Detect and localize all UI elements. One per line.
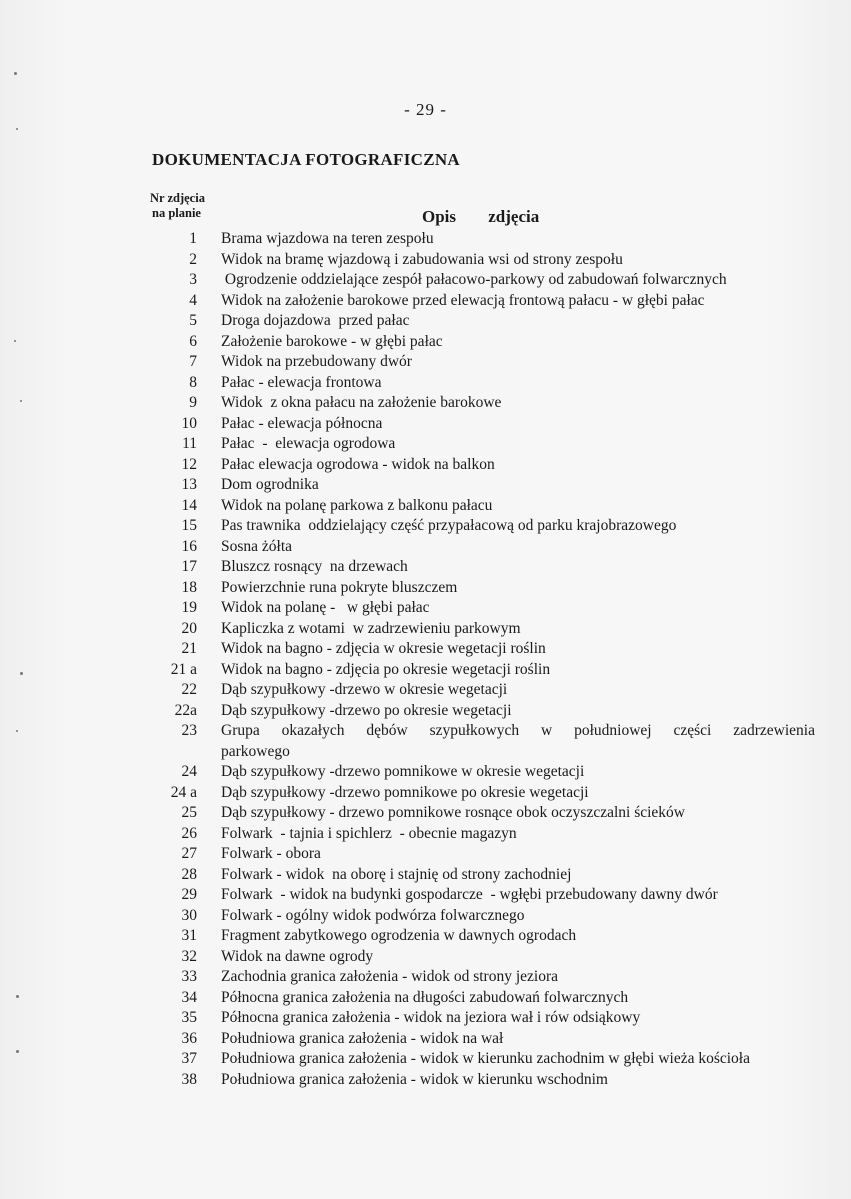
photo-number: 5 [189, 312, 197, 329]
photo-description: Pałac - elewacja północna [221, 414, 383, 432]
scan-speck [16, 730, 18, 732]
photo-description: Północna granica założenia na długości zabudowań folwarcznych [221, 988, 629, 1006]
list-item [150, 352, 815, 373]
list-item [150, 578, 815, 599]
photo-description-line1: Grupa okazałych dębów szypułkowych w południowej części zadrzewienia [221, 722, 815, 739]
photo-description: Bluszcz rosnący na drzewach [221, 558, 408, 575]
photo-description: Fragment zabytkowego ogrodzenia w dawnych ogrodach [221, 927, 577, 944]
photo-number-header [150, 191, 220, 221]
photo-number: 29 [181, 886, 197, 903]
photo-number: 1 [189, 230, 197, 247]
photo-number: 22a [174, 701, 197, 719]
photo-number: 36 [181, 1029, 197, 1047]
photo-description: Dąb szypułkowy - drzewo pomnikowe rosnące obok oczyszczalni ścieków [221, 804, 685, 821]
list-item [150, 844, 815, 865]
photo-description: Pałac elewacja ogrodowa - widok na balkon [221, 455, 495, 473]
photo-number: 6 [189, 332, 197, 350]
photo-number: 30 [181, 906, 197, 924]
description-header: Opis zdjęcia [422, 207, 540, 226]
list-item [150, 660, 815, 681]
photo-number: 22 [181, 681, 197, 698]
photo-description: Powierzchnie runa pokryte bluszczem [221, 578, 458, 596]
list-item [150, 988, 815, 1009]
list-item [150, 414, 815, 435]
scan-speck [20, 400, 22, 402]
list-item [150, 455, 815, 476]
photo-number: 23 [181, 722, 197, 739]
photo-description: Południowa granica założenia - widok w kierunku zachodnim w głębi wieża kościoła [221, 1050, 750, 1067]
photo-description: Widok na polanę parkowa z balkonu pałacu [221, 496, 493, 514]
photo-number: 3 [189, 271, 197, 288]
photo-description: Droga dojazdowa przed pałac [221, 312, 410, 329]
photo-number: 24 [181, 763, 197, 780]
scan-speck [16, 1050, 19, 1053]
photo-number: 21 [181, 640, 197, 657]
list-item [150, 783, 815, 804]
photo-number: 21 a [170, 660, 197, 678]
photo-number: 18 [181, 578, 197, 596]
photo-number: 7 [189, 353, 197, 370]
photo-number: 33 [181, 968, 197, 985]
list-item [150, 762, 815, 783]
photo-description: Folwark - obora [221, 845, 321, 862]
photo-number: 10 [181, 414, 197, 432]
list-item [150, 496, 815, 517]
photo-number: 9 [189, 394, 197, 411]
photo-number: 25 [181, 804, 197, 821]
photo-description: Południowa granica założenia - widok na wał [221, 1029, 504, 1047]
photo-description-line2: parkowego [221, 742, 290, 760]
list-item [150, 639, 815, 660]
list-item [150, 537, 815, 558]
photo-number-header-line1: Nr zdjęcia [150, 191, 205, 205]
photo-number: 28 [181, 865, 197, 883]
photo-list [150, 229, 815, 1090]
photo-number: 13 [181, 476, 197, 493]
photo-number: 4 [189, 291, 197, 309]
photo-number: 27 [181, 845, 197, 862]
photo-description [221, 721, 815, 762]
photo-description: Pałac - elewacja ogrodowa [221, 435, 396, 452]
list-item [150, 701, 815, 722]
list-item [150, 250, 815, 271]
list-item [150, 680, 815, 701]
photo-description: Folwark - widok na budynki gospodarcze - wgłębi przebudowany dawny dwór [221, 886, 718, 903]
page-number: - 29 - [404, 100, 447, 119]
list-item [150, 906, 815, 927]
photo-number: 14 [181, 496, 197, 514]
photo-description: Folwark - widok na oborę i stajnię od strony zachodniej [221, 865, 572, 883]
list-item [150, 270, 815, 291]
list-item [150, 721, 815, 762]
photo-number: 15 [181, 517, 197, 534]
list-item [150, 434, 815, 455]
list-item [150, 332, 815, 353]
list-item [150, 1070, 815, 1091]
list-item [150, 947, 815, 968]
photo-number: 2 [189, 250, 197, 268]
scan-speck [16, 128, 18, 130]
list-item [150, 373, 815, 394]
photo-description: Widok na bagno - zdjęcia po okresie wegetacji roślin [221, 660, 551, 678]
list-item [150, 516, 815, 537]
photo-description: Kapliczka z wotami w zadrzewieniu parkowym [221, 619, 521, 637]
photo-number: 20 [181, 619, 197, 637]
photo-description: Widok na dawne ogrody [221, 947, 374, 965]
photo-number: 37 [181, 1050, 197, 1067]
list-item [150, 229, 815, 250]
list-item [150, 1029, 815, 1050]
photo-description: Dąb szypułkowy -drzewo po okresie wegetacji [221, 701, 512, 719]
list-item [150, 598, 815, 619]
list-item [150, 967, 815, 988]
photo-description: Północna granica założenia - widok na jeziora wał i rów odsiąkowy [221, 1009, 641, 1026]
photo-number-header-line2: na planie [152, 206, 201, 220]
list-item [150, 1008, 815, 1029]
photo-description: Dom ogrodnika [221, 476, 319, 493]
list-item [150, 824, 815, 845]
scan-speck [16, 995, 19, 998]
scan-speck [14, 340, 16, 342]
photo-description: Dąb szypułkowy -drzewo pomnikowe w okresie wegetacji [221, 763, 585, 780]
photo-description: Dąb szypułkowy -drzewo w okresie wegetacji [221, 681, 508, 698]
list-item [150, 619, 815, 640]
photo-number: 11 [182, 435, 197, 452]
list-item [150, 557, 815, 578]
photo-number: 24 a [170, 783, 197, 801]
photo-description: Widok na założenie barokowe przed elewacją frontową pałacu - w głębi pałac [221, 291, 705, 309]
photo-description: Widok z okna pałacu na założenie barokowe [221, 394, 502, 411]
photo-description: Pałac - elewacja frontowa [221, 373, 382, 391]
list-item [150, 475, 815, 496]
photo-number: 32 [181, 947, 197, 965]
photo-number: 35 [181, 1009, 197, 1026]
page-title: DOKUMENTACJA FOTOGRAFICZNA [152, 150, 460, 169]
photo-description: Brama wjazdowa na teren zespołu [221, 230, 434, 247]
photo-number: 31 [181, 927, 197, 944]
photo-description: Dąb szypułkowy -drzewo pomnikowe po okresie wegetacji [221, 783, 589, 801]
photo-description: Pas trawnika oddzielający część przypałacową od parku krajobrazowego [221, 517, 677, 534]
photo-description: Założenie barokowe - w głębi pałac [221, 332, 443, 350]
list-item [150, 1049, 815, 1070]
photo-description: Widok na przebudowany dwór [221, 353, 412, 370]
photo-number: 8 [189, 373, 197, 391]
photo-number: 17 [181, 558, 197, 575]
photo-number: 19 [181, 599, 197, 616]
list-item [150, 865, 815, 886]
photo-description: Sosna żółta [221, 537, 293, 555]
photo-description: Zachodnia granica założenia - widok od strony jeziora [221, 968, 558, 985]
photo-description: Widok na bramę wjazdową i zabudowania wsi od strony zespołu [221, 250, 623, 268]
photo-description: Ogrodzenie oddzielające zespół pałacowo-parkowy od zabudowań folwarcznych [221, 271, 727, 288]
list-item [150, 885, 815, 906]
photo-number: 16 [181, 537, 197, 555]
photo-description: Widok na bagno - zdjęcia w okresie wegetacji roślin [221, 640, 546, 657]
photo-number: 34 [181, 988, 197, 1006]
list-item [150, 311, 815, 332]
photo-number: 12 [181, 455, 197, 473]
photo-description: Południowa granica założenia - widok w kierunku wschodnim [221, 1070, 608, 1088]
list-item [150, 926, 815, 947]
photo-description: Folwark - ogólny widok podwórza folwarcznego [221, 906, 525, 924]
photo-description: Folwark - tajnia i spichlerz - obecnie magazyn [221, 824, 517, 842]
list-item [150, 393, 815, 414]
list-item [150, 291, 815, 312]
scan-speck [14, 72, 17, 75]
scan-speck [20, 672, 23, 675]
photo-number: 26 [181, 824, 197, 842]
list-item [150, 803, 815, 824]
photo-number: 38 [181, 1070, 197, 1088]
photo-description: Widok na polanę - w głębi pałac [221, 599, 430, 616]
